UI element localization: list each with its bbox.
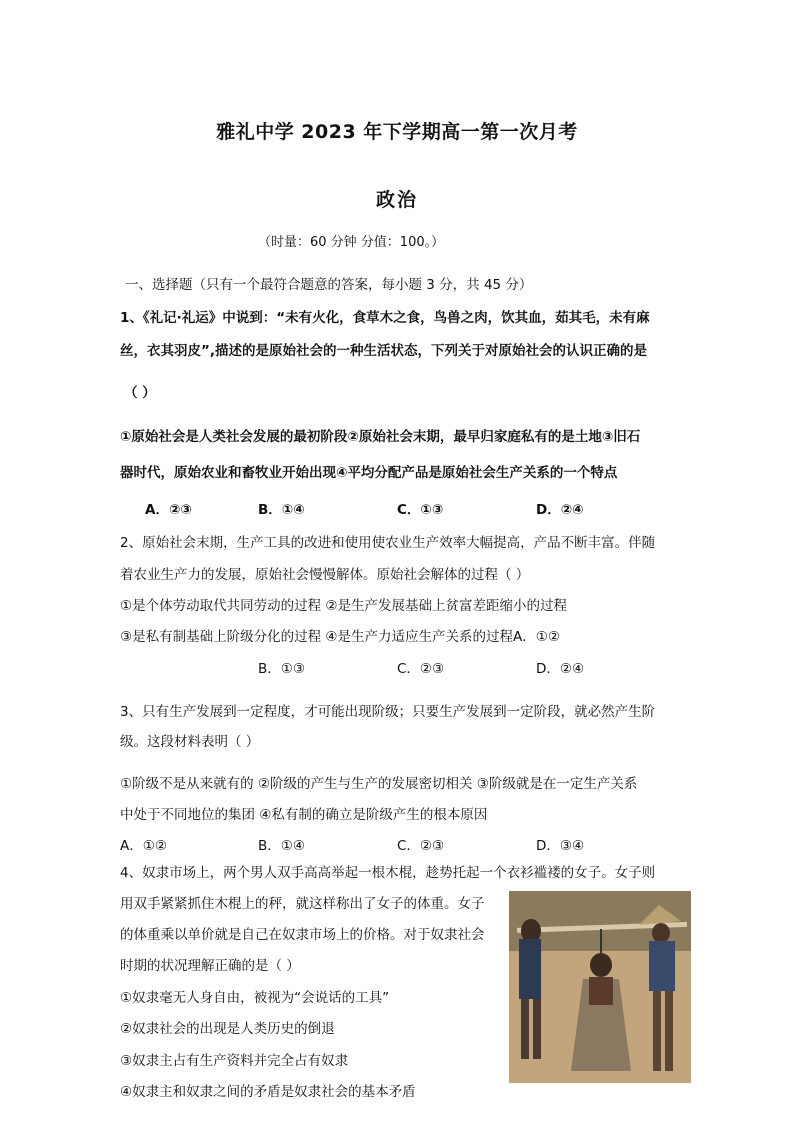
section-heading: 一、选择题（只有一个最符合题意的答案，每小题 3 分，共 45 分） (125, 277, 533, 293)
q4-line-7: ③奴隶主占有生产资料并完全占有奴隶 (120, 1053, 349, 1069)
q2-option-b: B．①③ (258, 661, 305, 677)
q3-line-3: ①阶级不是从来就有的 ②阶级的产生与生产的发展密切相关 ③阶级就是在一定生产关系 (120, 776, 638, 792)
time-info: （时量：60 分钟 分值：100。） (258, 235, 445, 250)
q3-line-4: 中处于不同地位的集团 ④私有制的确立是阶级产生的根本原因 (120, 807, 488, 823)
q3-line-2: 级。这段材料表明（ ） (120, 734, 260, 750)
q3-option-b: B．①④ (258, 838, 305, 854)
q2-option-c: C．②③ (397, 661, 445, 677)
q4-line-4: 时期的状况理解正确的是（ ） (120, 958, 300, 974)
q1-line-5: 器时代，原始农业和畜牧业开始出现④平均分配产品是原始社会生产关系的一个特点 (120, 465, 618, 481)
q1-option-b: B．①④ (258, 502, 305, 518)
q2-line-3: ①是个体劳动取代共同劳动的过程 ②是生产发展基础上贫富差距缩小的过程 (120, 598, 567, 614)
q1-line-2: 丝，衣其羽皮”,描述的是原始社会的一种生活状态，下列关于对原始社会的认识正确的是 (120, 343, 647, 359)
subject-title: 政治 (375, 189, 418, 211)
exam-title: 雅礼中学 2023 年下学期高一第一次月考 (216, 121, 578, 143)
q4-line-5: ①奴隶毫无人身自由，被视为“会说话的工具” (120, 990, 390, 1006)
photo-illustration (509, 891, 691, 1083)
q1-option-a: A．②③ (145, 502, 192, 518)
q3-option-c: C．②③ (397, 838, 445, 854)
q3-line-1: 3、只有生产发展到一定程度，才可能出现阶级；只要生产发展到一定阶段，就必然产生阶 (120, 704, 656, 720)
q1-line-1: 1、《礼记·礼运》中说到：“未有火化，食草木之食，鸟兽之肉，饮其血，茹其毛，未有麻 (120, 310, 650, 326)
q2-option-d: D．②④ (536, 661, 585, 677)
q4-line-1: 4、奴隶市场上，两个男人双手高高举起一根木棍，趁势托起一个衣衫褴褛的女子。女子则 (120, 865, 656, 881)
q4-line-3: 的体重乘以单价就是自己在奴隶市场上的价格。对于奴隶社会 (120, 927, 485, 943)
q1-option-d: D．②④ (536, 502, 584, 518)
q1-line-4: ①原始社会是人类社会发展的最初阶段②原始社会末期，最早归家庭私有的是土地③旧石 (120, 429, 641, 445)
q4-line-8: ④奴隶主和奴隶之间的矛盾是奴隶社会的基本矛盾 (120, 1084, 416, 1100)
q3-option-d: D．③④ (536, 838, 585, 854)
q4-line-2: 用双手紧紧抓住木棍上的秤，就这样称出了女子的体重。女子 (120, 896, 485, 912)
slave-weighing-photo (509, 891, 691, 1083)
q2-line-1: 2、原始社会末期，生产工具的改进和使用使农业生产效率大幅提高，产品不断丰富。伴随 (120, 535, 656, 551)
q2-line-4: ③是私有制基础上阶级分化的过程 ④是生产力适应生产关系的过程A．①② (120, 629, 560, 645)
q1-option-c: C．①③ (397, 502, 444, 518)
q2-line-2: 着农业生产力的发展，原始社会慢慢解体。原始社会解体的过程（ ） (120, 567, 530, 583)
q3-option-a: A．①② (120, 838, 167, 854)
q4-line-6: ②奴隶社会的出现是人类历史的倒退 (120, 1021, 335, 1037)
q1-line-3: （ ） (124, 385, 156, 401)
